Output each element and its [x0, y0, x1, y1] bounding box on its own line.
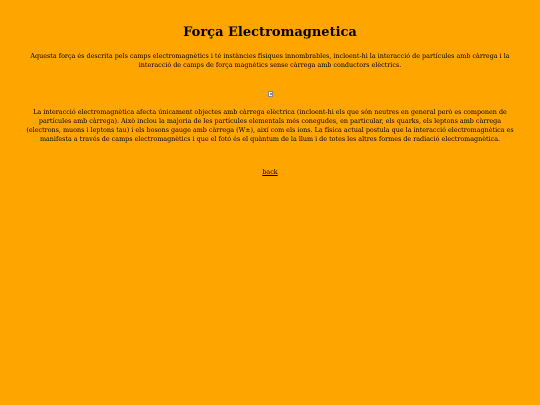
back-link[interactable]: back — [262, 168, 278, 176]
intro-paragraph: Aquesta força és descrita pels camps electromagnètics i té instàncies físiques innombrables, incloent-hi la interacció de partícules amb càrrega i la interacció de camps de força magnètics sense càrrega amb conductors elèctrics. — [30, 52, 510, 70]
back-link-container — [0, 168, 540, 177]
image-container — [0, 88, 540, 100]
page-title: Força Electromagnetica — [183, 25, 357, 40]
broken-image-icon — [268, 91, 273, 97]
body-paragraph: La interacció electromagnètica afecta únicament objectes amb càrrega elèctrica (incloent-hi els que són neutres en general però es componen de partícules amb càrrega). Això inclou la majoria de les partícules elementals més conegudes, en particular, els quarks, els leptons amb càrrega (electrons, muons i leptons tau) i els bosons gauge amb càrrega (W±), així com els ions. La física actual postula que la interacció electromagnètica es manifesta a través de camps electromagnètics i que el fotó és el quàntum de la llum i de totes les altres formes de radiació electromagnètica. — [26, 108, 514, 144]
